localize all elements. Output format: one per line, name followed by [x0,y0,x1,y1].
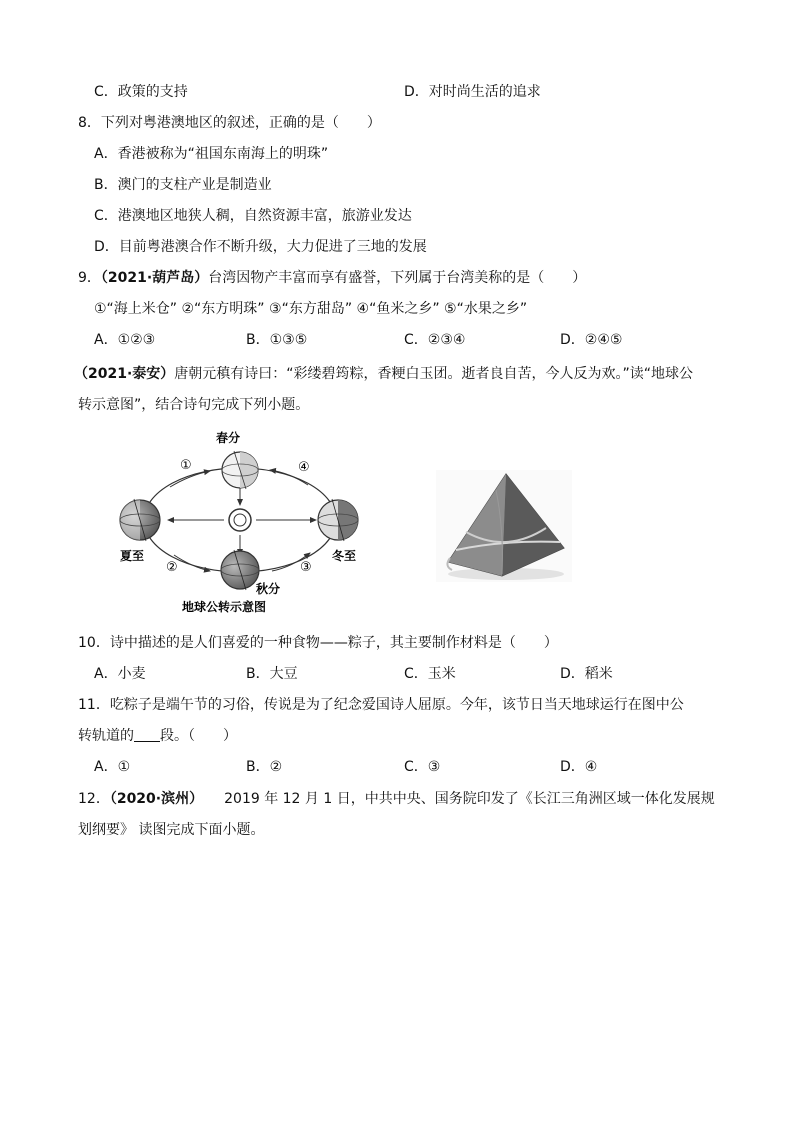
q12-stem-line-1 [78,789,715,809]
q11-option-d: D．④ [560,759,598,775]
q9-stem-line [78,268,586,288]
q10-option-a: A．小麦 [94,666,146,682]
q11-stem-post: 段。（ ） [160,728,237,744]
passage-line-1 [74,364,693,384]
label-autumn: 秋分 [256,582,281,596]
passage-source: （2021·泰安） [74,366,175,382]
q8-option-d: D．目前粤港澳合作不断升级，大力促进了三地的发展 [94,239,427,255]
q12-stem-line-2: 划纲要》 读图完成下面小题。 [78,822,265,838]
zongzi-image [436,470,572,582]
q12-text-1: 2019 年 12 月 1 日，中共中央、国务院印发了《长江三角洲区域一体化发展规 [196,791,715,807]
q11-answer-blank[interactable] [134,727,160,742]
earth-autumn-icon [221,550,259,590]
q11-stem-pre: 转轨道的 [78,728,134,744]
q10-stem: 10．诗中描述的是人们喜爱的一种食物——粽子，其主要制作材料是（ ） [78,635,558,651]
q11-option-a: A．① [94,759,131,775]
q10-option-b: B．大豆 [246,666,298,682]
q9-number: 9． [78,270,101,286]
q9-option-d: D．②④⑤ [560,332,623,348]
earth-spring-icon [222,451,258,489]
q9-option-b: B．①③⑤ [246,332,308,348]
segment-4: ④ [298,460,310,475]
q7-option-c: C．政策的支持 [94,84,188,100]
label-winter: 冬至 [332,549,357,563]
q9-items: ①“海上米仓” ②“东方明珠” ③“东方甜岛” ④“鱼米之乡” ⑤“水果之乡” [94,301,528,317]
q10-option-c: C．玉米 [404,666,456,682]
q8-option-c: C．港澳地区地狭人稠，自然资源丰富，旅游业发达 [94,208,412,224]
segment-2: ② [166,560,178,575]
q8-option-b: B．澳门的支柱产业是制造业 [94,177,272,193]
passage-text-1: 唐朝元稹有诗曰：“彩缕碧筠粽，香粳白玉团。逝者良自苦，今人反为欢。”读“地球公 [174,366,694,382]
q8-stem: 8．下列对粤港澳地区的叙述，正确的是（ ） [78,115,381,131]
q11-stem-line-2 [78,726,237,746]
q9-stem: 台湾因物产丰富而享有盛誉，下列属于台湾美称的是（ ） [208,270,587,286]
q9-source: （2021·葫芦岛） [100,270,209,286]
q9-option-a: A．①②③ [94,332,156,348]
q12-number: 12． [78,791,110,807]
q11-stem-line-1: 11．吃粽子是端午节的习俗，传说是为了纪念爱国诗人屈原。今年，该节日当天地球运行在图中公 [78,697,684,713]
q9-option-c: C．②③④ [404,332,466,348]
q11-option-c: C．③ [404,759,441,775]
label-spring: 春分 [216,431,241,445]
segment-1: ① [180,458,192,473]
q8-option-a: A．香港被称为“祖国东南海上的明珠” [94,146,329,162]
q7-option-d: D．对时尚生活的追求 [404,84,541,100]
q11-option-b: B．② [246,759,283,775]
earth-summer-icon [120,499,160,541]
earth-revolution-diagram [110,425,380,615]
q12-source: （2020·滨州） [109,791,197,807]
figure-caption: 地球公转示意图 [182,600,267,614]
passage-line-2: 转示意图”，结合诗句完成下列小题。 [78,397,310,413]
q10-option-d: D．稻米 [560,666,613,682]
earth-winter-icon [318,499,358,541]
segment-3: ③ [300,560,312,575]
label-summer: 夏至 [120,549,145,563]
